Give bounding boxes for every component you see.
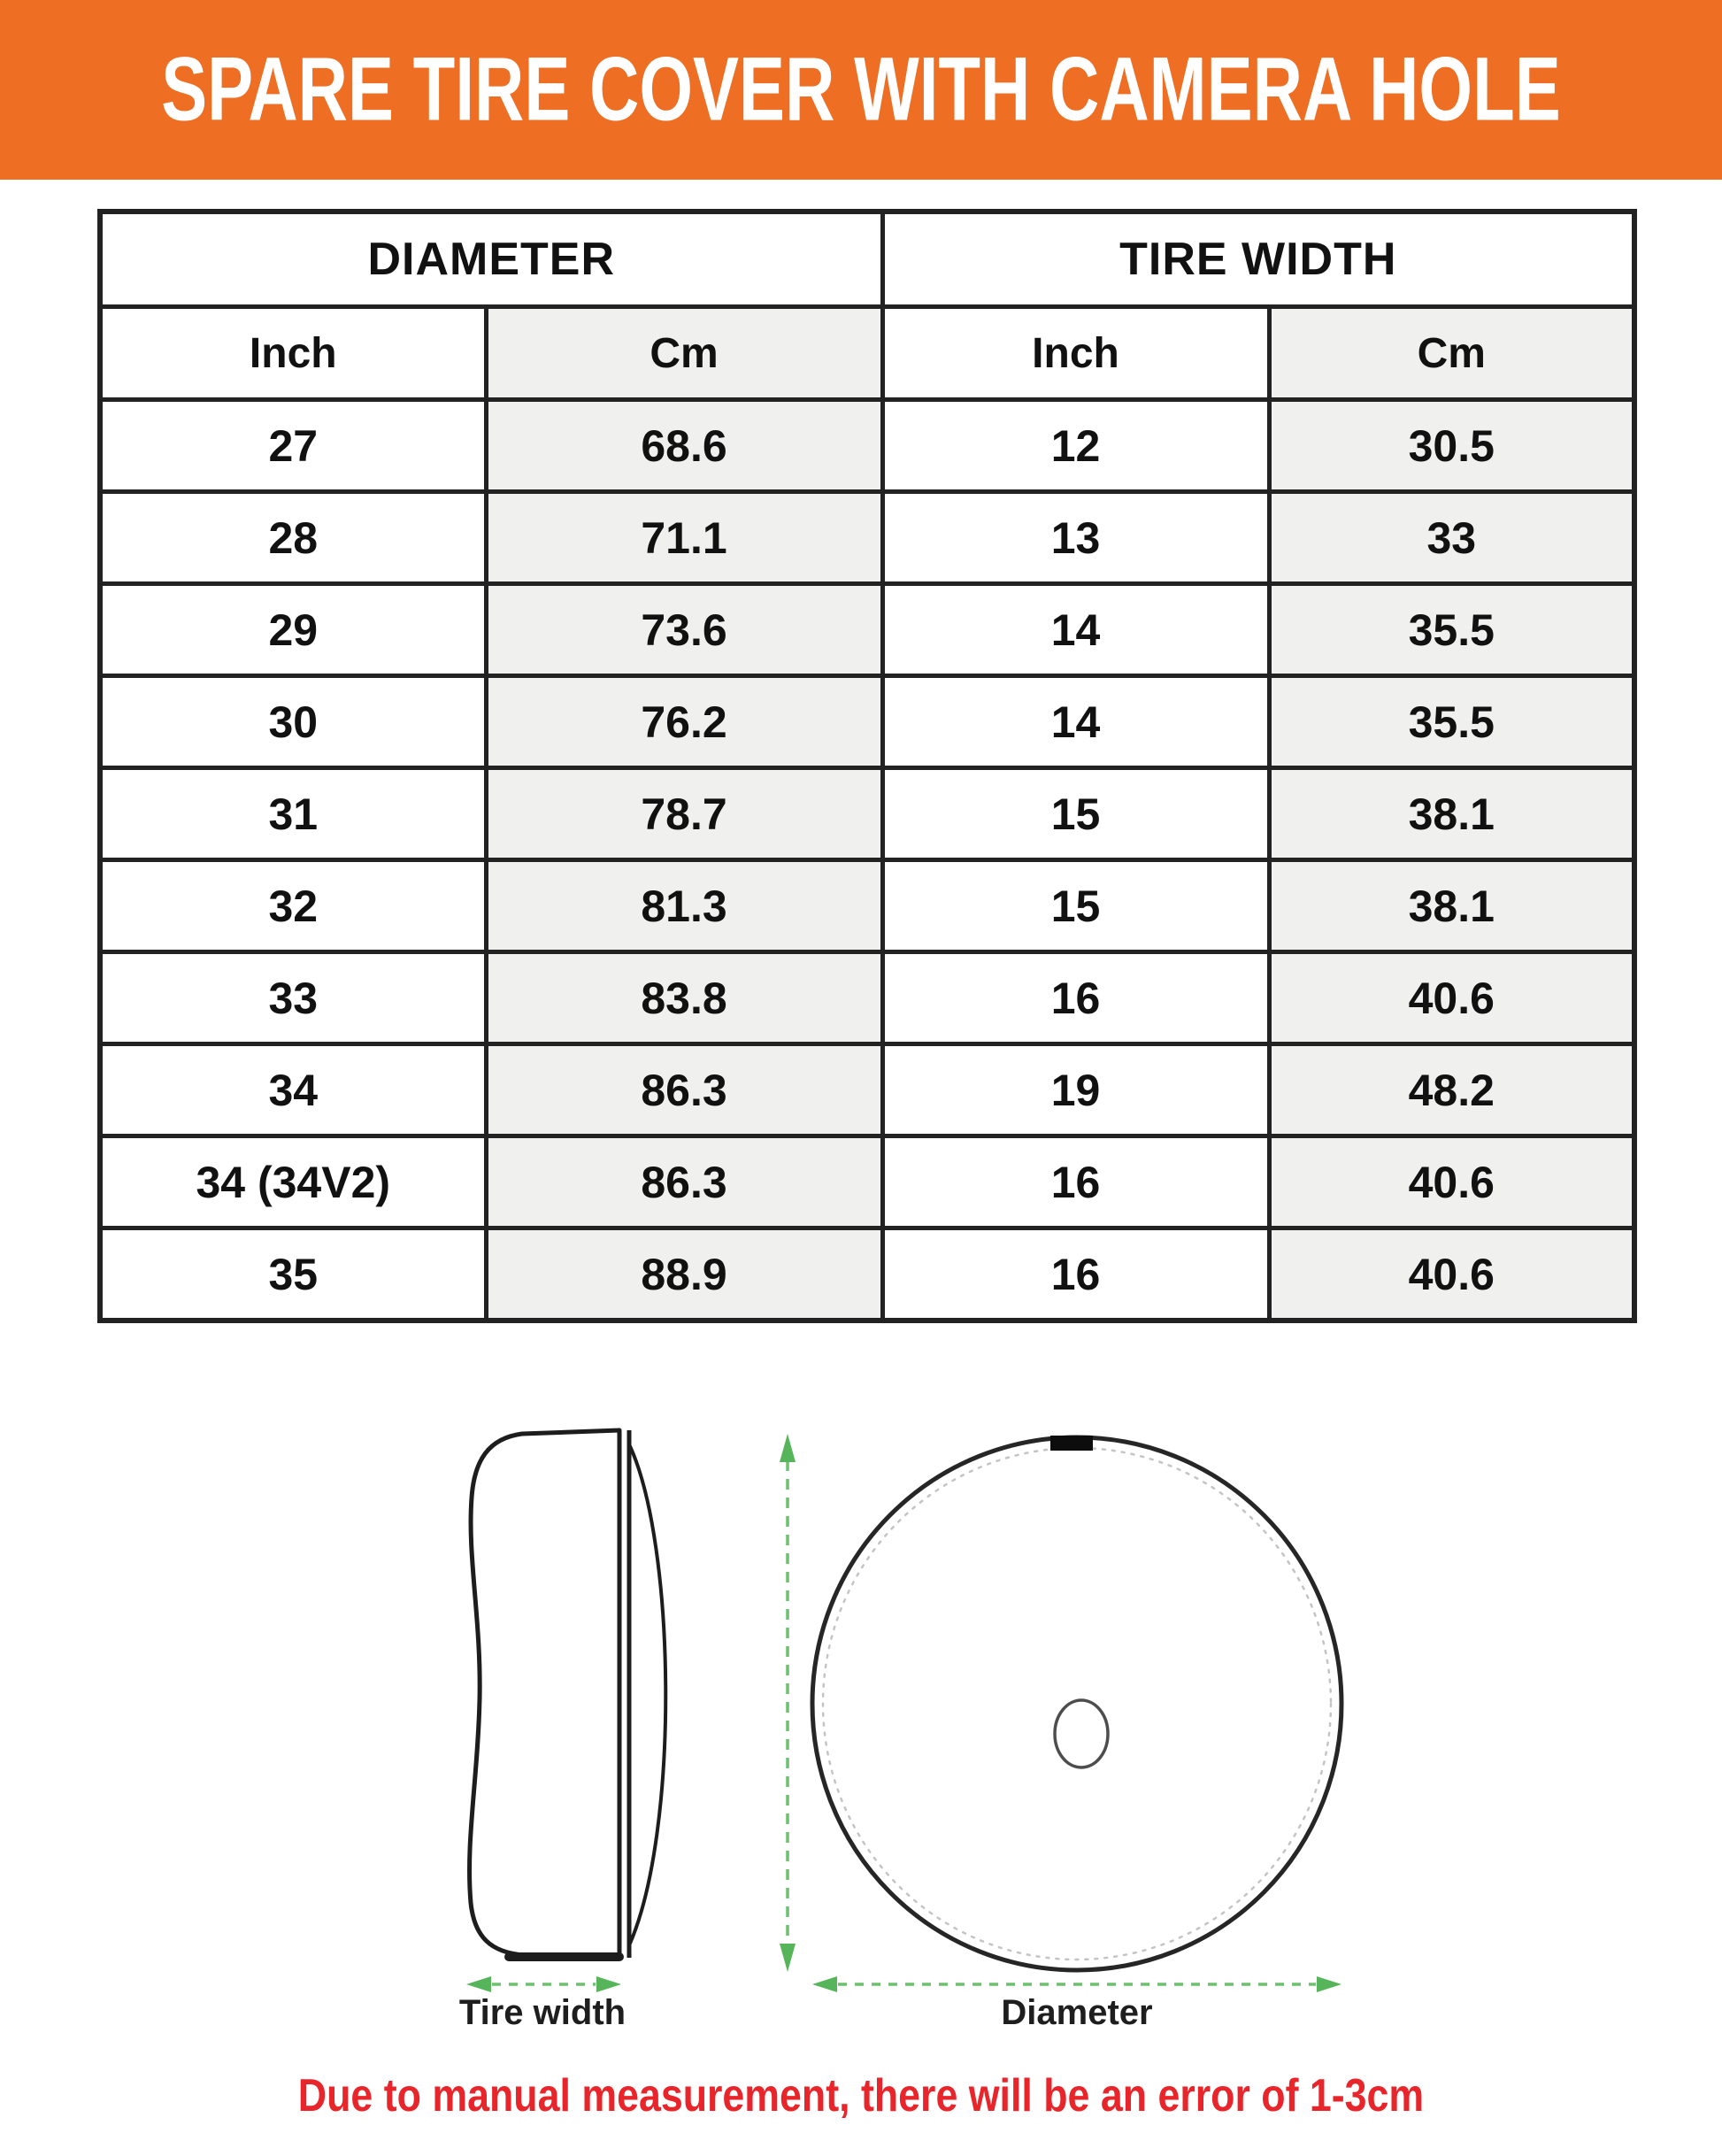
table-row — [100, 1228, 1634, 1321]
valve-notch — [1050, 1436, 1093, 1451]
cm-value-cell: 38.1 — [1269, 768, 1634, 860]
cm-value-cell: 40.6 — [1269, 1228, 1634, 1321]
tire-width-group-header: TIRE WIDTH — [882, 212, 1634, 307]
inch-value-cell: 14 — [882, 584, 1269, 676]
inch-value-cell: 14 — [882, 676, 1269, 768]
inch-value-cell: 29 — [100, 584, 486, 676]
width-cm-header: Cm — [1269, 307, 1634, 400]
table-row — [100, 400, 1634, 492]
group-header-row — [100, 212, 1634, 307]
width-inch-header: Inch — [882, 307, 1269, 400]
inch-value-cell: 34 — [100, 1044, 486, 1136]
inch-value-cell: 16 — [882, 1228, 1269, 1321]
tire-width-measure-arrow — [466, 1976, 621, 1992]
cm-value-cell: 40.6 — [1269, 952, 1634, 1044]
inch-value-cell: 35 — [100, 1228, 486, 1321]
camera-hole — [1055, 1700, 1108, 1767]
cm-value-cell: 33 — [1269, 492, 1634, 584]
diameter-cm-header: Cm — [486, 307, 882, 400]
banner — [0, 0, 1722, 180]
cm-value-cell: 86.3 — [486, 1136, 882, 1228]
page-title: SPARE TIRE COVER WITH CAMERA HOLE — [161, 38, 1561, 141]
column-header-row — [100, 307, 1634, 400]
size-chart-table — [97, 209, 1637, 1323]
table-row — [100, 768, 1634, 860]
diameter-group-header: DIAMETER — [100, 212, 882, 307]
table-row — [100, 952, 1634, 1044]
diameter-label: Diameter — [1001, 1993, 1153, 2032]
tire-side-view-drawing — [470, 1430, 666, 1958]
table-row — [100, 1136, 1634, 1228]
cm-value-cell: 76.2 — [486, 676, 882, 768]
vertical-measure-arrow — [780, 1434, 796, 1972]
cm-value-cell: 38.1 — [1269, 860, 1634, 952]
inch-value-cell: 32 — [100, 860, 486, 952]
inch-value-cell: 31 — [100, 768, 486, 860]
cm-value-cell: 35.5 — [1269, 676, 1634, 768]
inch-value-cell: 34 (34V2) — [100, 1136, 486, 1228]
inch-value-cell: 28 — [100, 492, 486, 584]
table-row — [100, 492, 1634, 584]
measurement-note: Due to manual measurement, there will be an error of 1-3cm — [297, 2070, 1425, 2121]
cm-value-cell: 73.6 — [486, 584, 882, 676]
cm-value-cell: 83.8 — [486, 952, 882, 1044]
inch-value-cell: 15 — [882, 860, 1269, 952]
table-row — [100, 584, 1634, 676]
cm-value-cell: 71.1 — [486, 492, 882, 584]
cm-value-cell: 48.2 — [1269, 1044, 1634, 1136]
diameter-measure-arrow — [812, 1976, 1341, 1992]
size-table-body — [100, 400, 1634, 1321]
inch-value-cell: 16 — [882, 1136, 1269, 1228]
inch-value-cell: 15 — [882, 768, 1269, 860]
cm-value-cell: 78.7 — [486, 768, 882, 860]
cm-value-cell: 40.6 — [1269, 1136, 1634, 1228]
diameter-inch-header: Inch — [100, 307, 486, 400]
inch-value-cell: 19 — [882, 1044, 1269, 1136]
cm-value-cell: 81.3 — [486, 860, 882, 952]
inch-value-cell: 12 — [882, 400, 1269, 492]
cm-value-cell: 68.6 — [486, 400, 882, 492]
inch-value-cell: 33 — [100, 952, 486, 1044]
tire-width-label: Tire width — [458, 1993, 627, 2032]
inch-value-cell: 30 — [100, 676, 486, 768]
cm-value-cell: 88.9 — [486, 1228, 882, 1321]
tire-diagram — [0, 1381, 1722, 2053]
inch-value-cell: 16 — [882, 952, 1269, 1044]
cm-value-cell: 30.5 — [1269, 400, 1634, 492]
table-row — [100, 676, 1634, 768]
inch-value-cell: 13 — [882, 492, 1269, 584]
table-row — [100, 1044, 1634, 1136]
inch-value-cell: 27 — [100, 400, 486, 492]
table-row — [100, 860, 1634, 952]
cm-value-cell: 86.3 — [486, 1044, 882, 1136]
cm-value-cell: 35.5 — [1269, 584, 1634, 676]
tire-front-view-drawing — [812, 1436, 1341, 1970]
